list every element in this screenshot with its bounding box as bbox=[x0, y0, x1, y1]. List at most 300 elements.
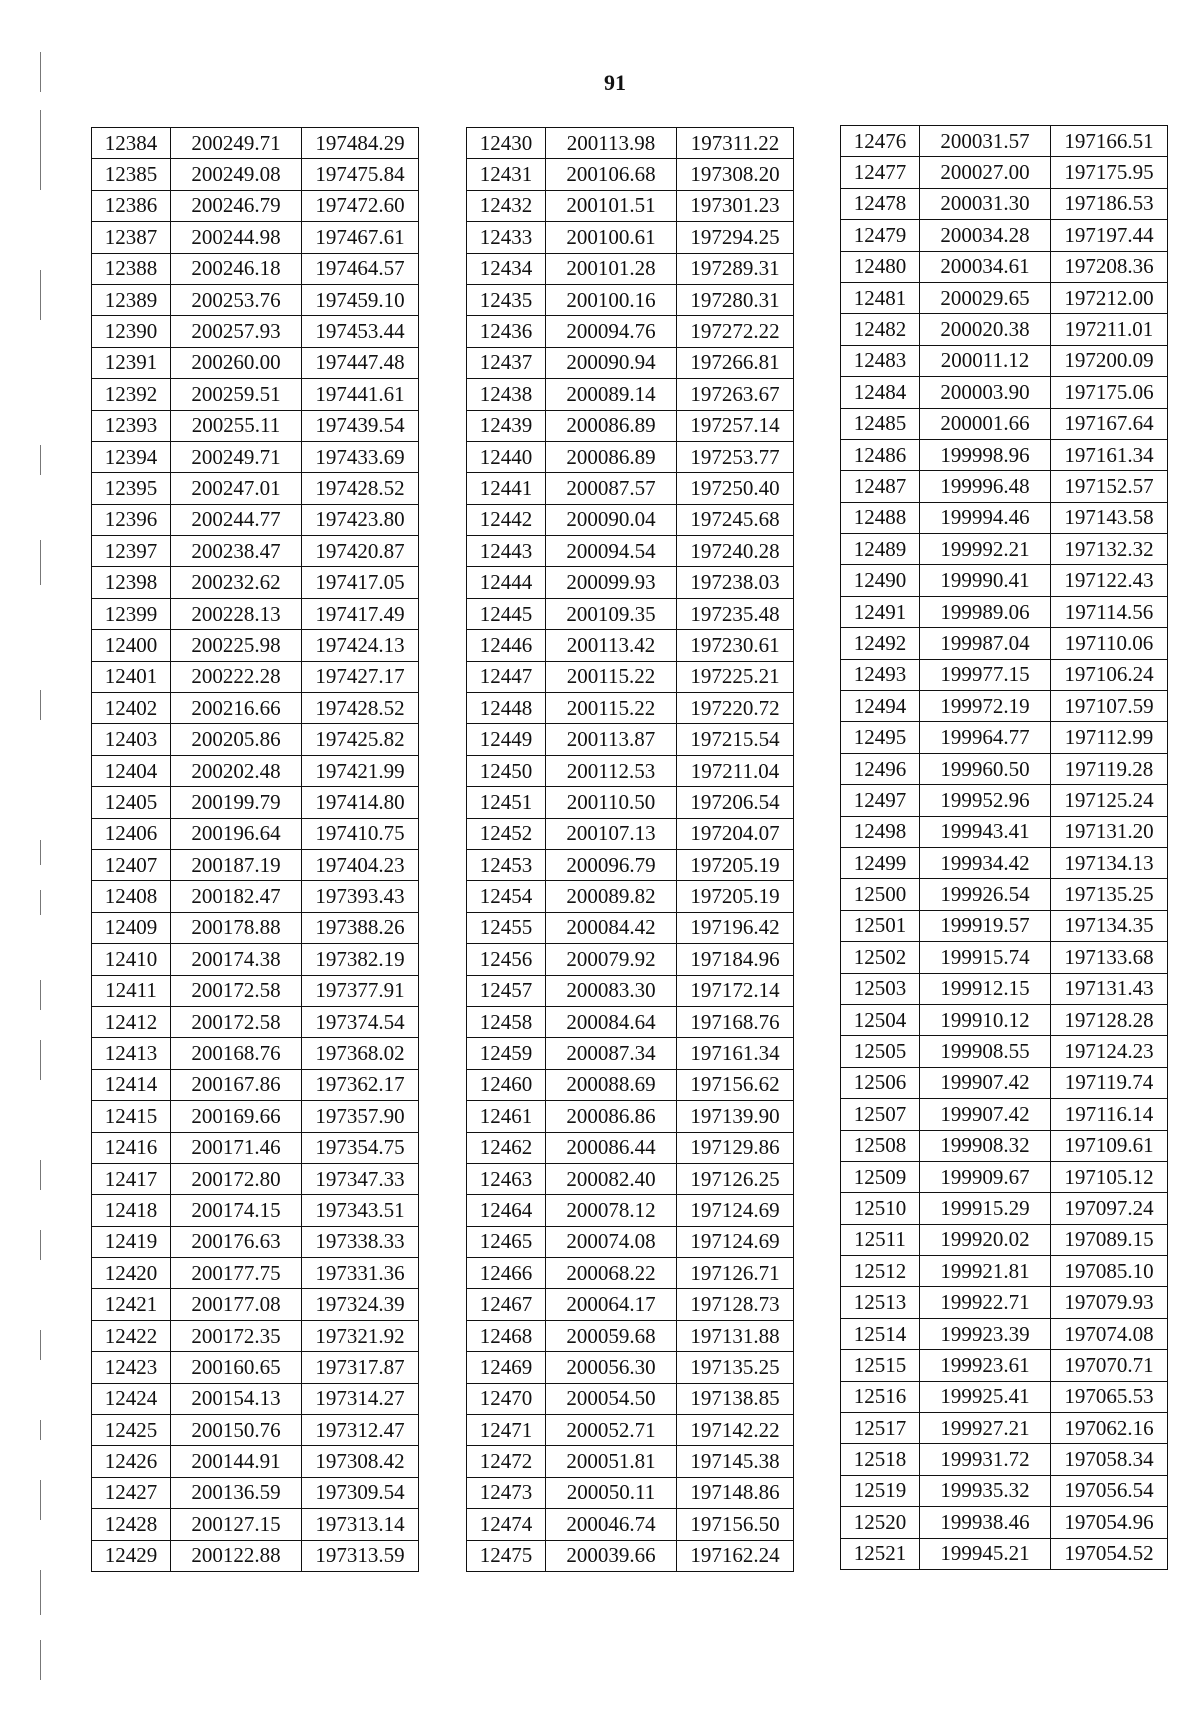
y-coordinate-cell: 197421.99 bbox=[302, 755, 419, 786]
x-coordinate-cell: 200059.68 bbox=[546, 1320, 677, 1351]
point-id-cell: 12457 bbox=[467, 975, 546, 1006]
point-id-cell: 12412 bbox=[92, 1006, 171, 1037]
table-row bbox=[841, 251, 1168, 282]
x-coordinate-cell: 200001.66 bbox=[920, 408, 1051, 439]
y-coordinate-cell: 197238.03 bbox=[677, 567, 794, 598]
x-coordinate-cell: 200122.88 bbox=[171, 1540, 302, 1571]
point-id-cell: 12410 bbox=[92, 944, 171, 975]
point-id-cell: 12409 bbox=[92, 912, 171, 943]
x-coordinate-cell: 200160.65 bbox=[171, 1352, 302, 1383]
table-row bbox=[467, 1258, 794, 1289]
point-id-cell: 12459 bbox=[467, 1038, 546, 1069]
x-coordinate-cell: 200246.79 bbox=[171, 190, 302, 221]
point-id-cell: 12453 bbox=[467, 849, 546, 880]
point-id-cell: 12413 bbox=[92, 1038, 171, 1069]
y-coordinate-cell: 197257.14 bbox=[677, 410, 794, 441]
x-coordinate-cell: 199987.04 bbox=[920, 628, 1051, 659]
x-coordinate-cell: 199990.41 bbox=[920, 565, 1051, 596]
x-coordinate-cell: 199945.21 bbox=[920, 1538, 1051, 1569]
table-row bbox=[467, 912, 794, 943]
y-coordinate-cell: 197058.34 bbox=[1051, 1444, 1168, 1475]
point-id-cell: 12433 bbox=[467, 222, 546, 253]
point-id-cell: 12470 bbox=[467, 1383, 546, 1414]
x-coordinate-cell: 200199.79 bbox=[171, 787, 302, 818]
x-coordinate-cell: 200094.54 bbox=[546, 536, 677, 567]
table-row bbox=[92, 1509, 419, 1540]
x-coordinate-cell: 200039.66 bbox=[546, 1540, 677, 1571]
table-row bbox=[841, 408, 1168, 439]
x-coordinate-cell: 200089.82 bbox=[546, 881, 677, 912]
table-row bbox=[841, 345, 1168, 376]
y-coordinate-cell: 197309.54 bbox=[302, 1477, 419, 1508]
x-coordinate-cell: 200174.15 bbox=[171, 1195, 302, 1226]
y-coordinate-cell: 197161.34 bbox=[1051, 439, 1168, 470]
x-coordinate-cell: 200082.40 bbox=[546, 1163, 677, 1194]
table-row bbox=[92, 1132, 419, 1163]
point-id-cell: 12439 bbox=[467, 410, 546, 441]
point-id-cell: 12491 bbox=[841, 596, 920, 627]
y-coordinate-cell: 197126.71 bbox=[677, 1258, 794, 1289]
table-row bbox=[841, 785, 1168, 816]
table-row bbox=[467, 473, 794, 504]
table-row bbox=[841, 1004, 1168, 1035]
x-coordinate-cell: 200176.63 bbox=[171, 1226, 302, 1257]
point-id-cell: 12476 bbox=[841, 126, 920, 157]
table-row bbox=[841, 1287, 1168, 1318]
table-row bbox=[467, 787, 794, 818]
table-row bbox=[92, 284, 419, 315]
y-coordinate-cell: 197132.32 bbox=[1051, 534, 1168, 565]
x-coordinate-cell: 199908.32 bbox=[920, 1130, 1051, 1161]
x-coordinate-cell: 199926.54 bbox=[920, 879, 1051, 910]
x-coordinate-cell: 200150.76 bbox=[171, 1415, 302, 1446]
x-coordinate-cell: 199923.39 bbox=[920, 1318, 1051, 1349]
point-id-cell: 12467 bbox=[467, 1289, 546, 1320]
x-coordinate-cell: 200260.00 bbox=[171, 347, 302, 378]
table-row bbox=[92, 724, 419, 755]
point-id-cell: 12465 bbox=[467, 1226, 546, 1257]
point-id-cell: 12430 bbox=[467, 128, 546, 159]
x-coordinate-cell: 199935.32 bbox=[920, 1475, 1051, 1506]
x-coordinate-cell: 200174.38 bbox=[171, 944, 302, 975]
table-row bbox=[841, 879, 1168, 910]
table-row bbox=[92, 504, 419, 535]
point-id-cell: 12510 bbox=[841, 1193, 920, 1224]
y-coordinate-cell: 197459.10 bbox=[302, 284, 419, 315]
table-row bbox=[92, 441, 419, 472]
point-id-cell: 12428 bbox=[92, 1509, 171, 1540]
y-coordinate-cell: 197124.69 bbox=[677, 1195, 794, 1226]
point-id-cell: 12458 bbox=[467, 1006, 546, 1037]
y-coordinate-cell: 197420.87 bbox=[302, 536, 419, 567]
point-id-cell: 12406 bbox=[92, 818, 171, 849]
point-id-cell: 12450 bbox=[467, 755, 546, 786]
x-coordinate-cell: 200238.47 bbox=[171, 536, 302, 567]
table-row bbox=[92, 347, 419, 378]
table-row bbox=[92, 1101, 419, 1132]
point-id-cell: 12514 bbox=[841, 1318, 920, 1349]
y-coordinate-cell: 197357.90 bbox=[302, 1101, 419, 1132]
table-row bbox=[467, 1289, 794, 1320]
point-id-cell: 12443 bbox=[467, 536, 546, 567]
x-coordinate-cell: 199998.96 bbox=[920, 439, 1051, 470]
table-row bbox=[467, 1226, 794, 1257]
x-coordinate-cell: 200107.13 bbox=[546, 818, 677, 849]
point-id-cell: 12499 bbox=[841, 847, 920, 878]
table-row bbox=[92, 661, 419, 692]
y-coordinate-cell: 197441.61 bbox=[302, 379, 419, 410]
x-coordinate-cell: 200027.00 bbox=[920, 157, 1051, 188]
table-row bbox=[467, 1101, 794, 1132]
table-row bbox=[841, 1067, 1168, 1098]
point-id-cell: 12490 bbox=[841, 565, 920, 596]
point-id-cell: 12408 bbox=[92, 881, 171, 912]
x-coordinate-cell: 200096.79 bbox=[546, 849, 677, 880]
x-coordinate-cell: 199912.15 bbox=[920, 973, 1051, 1004]
table-row bbox=[92, 379, 419, 410]
y-coordinate-cell: 197211.01 bbox=[1051, 314, 1168, 345]
point-id-cell: 12427 bbox=[92, 1477, 171, 1508]
table-row bbox=[92, 912, 419, 943]
table-row bbox=[467, 975, 794, 1006]
x-coordinate-cell: 199922.71 bbox=[920, 1287, 1051, 1318]
y-coordinate-cell: 197128.73 bbox=[677, 1289, 794, 1320]
x-coordinate-cell: 200074.08 bbox=[546, 1226, 677, 1257]
table-row bbox=[467, 1415, 794, 1446]
x-coordinate-cell: 199960.50 bbox=[920, 753, 1051, 784]
y-coordinate-cell: 197204.07 bbox=[677, 818, 794, 849]
x-coordinate-cell: 200094.76 bbox=[546, 316, 677, 347]
x-coordinate-cell: 200113.87 bbox=[546, 724, 677, 755]
point-id-cell: 12489 bbox=[841, 534, 920, 565]
point-id-cell: 12390 bbox=[92, 316, 171, 347]
point-id-cell: 12479 bbox=[841, 220, 920, 251]
y-coordinate-cell: 197388.26 bbox=[302, 912, 419, 943]
y-coordinate-cell: 197197.44 bbox=[1051, 220, 1168, 251]
table-row bbox=[92, 1415, 419, 1446]
y-coordinate-cell: 197124.69 bbox=[677, 1226, 794, 1257]
table-row bbox=[841, 1381, 1168, 1412]
y-coordinate-cell: 197131.88 bbox=[677, 1320, 794, 1351]
table-row bbox=[841, 596, 1168, 627]
coordinates-table-3 bbox=[840, 125, 1168, 1570]
point-id-cell: 12403 bbox=[92, 724, 171, 755]
point-id-cell: 12505 bbox=[841, 1036, 920, 1067]
table-row bbox=[92, 1163, 419, 1194]
y-coordinate-cell: 197212.00 bbox=[1051, 282, 1168, 313]
table-row bbox=[92, 598, 419, 629]
table-row bbox=[467, 1477, 794, 1508]
point-id-cell: 12404 bbox=[92, 755, 171, 786]
x-coordinate-cell: 200249.08 bbox=[171, 159, 302, 190]
y-coordinate-cell: 197230.61 bbox=[677, 630, 794, 661]
x-coordinate-cell: 199908.55 bbox=[920, 1036, 1051, 1067]
point-id-cell: 12391 bbox=[92, 347, 171, 378]
point-id-cell: 12452 bbox=[467, 818, 546, 849]
table-row bbox=[92, 1320, 419, 1351]
table-row bbox=[841, 565, 1168, 596]
table-row bbox=[92, 1352, 419, 1383]
point-id-cell: 12504 bbox=[841, 1004, 920, 1035]
x-coordinate-cell: 200090.94 bbox=[546, 347, 677, 378]
x-coordinate-cell: 200249.71 bbox=[171, 441, 302, 472]
point-id-cell: 12442 bbox=[467, 504, 546, 535]
point-id-cell: 12495 bbox=[841, 722, 920, 753]
point-id-cell: 12394 bbox=[92, 441, 171, 472]
y-coordinate-cell: 197074.08 bbox=[1051, 1318, 1168, 1349]
y-coordinate-cell: 197065.53 bbox=[1051, 1381, 1168, 1412]
point-id-cell: 12416 bbox=[92, 1132, 171, 1163]
table-row bbox=[841, 753, 1168, 784]
y-coordinate-cell: 197263.67 bbox=[677, 379, 794, 410]
table-row bbox=[841, 847, 1168, 878]
table-row bbox=[467, 316, 794, 347]
x-coordinate-cell: 199910.12 bbox=[920, 1004, 1051, 1035]
y-coordinate-cell: 197393.43 bbox=[302, 881, 419, 912]
point-id-cell: 12485 bbox=[841, 408, 920, 439]
x-coordinate-cell: 200115.22 bbox=[546, 661, 677, 692]
table-row bbox=[92, 630, 419, 661]
y-coordinate-cell: 197475.84 bbox=[302, 159, 419, 190]
table-row bbox=[841, 1413, 1168, 1444]
y-coordinate-cell: 197414.80 bbox=[302, 787, 419, 818]
y-coordinate-cell: 197313.59 bbox=[302, 1540, 419, 1571]
x-coordinate-cell: 200228.13 bbox=[171, 598, 302, 629]
point-id-cell: 12513 bbox=[841, 1287, 920, 1318]
y-coordinate-cell: 197253.77 bbox=[677, 441, 794, 472]
table-row bbox=[467, 724, 794, 755]
x-coordinate-cell: 200172.35 bbox=[171, 1320, 302, 1351]
point-id-cell: 12425 bbox=[92, 1415, 171, 1446]
point-id-cell: 12411 bbox=[92, 975, 171, 1006]
x-coordinate-cell: 200244.77 bbox=[171, 504, 302, 535]
x-coordinate-cell: 200167.86 bbox=[171, 1069, 302, 1100]
point-id-cell: 12414 bbox=[92, 1069, 171, 1100]
y-coordinate-cell: 197125.24 bbox=[1051, 785, 1168, 816]
x-coordinate-cell: 200031.57 bbox=[920, 126, 1051, 157]
table-row bbox=[467, 693, 794, 724]
point-id-cell: 12512 bbox=[841, 1256, 920, 1287]
x-coordinate-cell: 200115.22 bbox=[546, 693, 677, 724]
table-row bbox=[92, 567, 419, 598]
point-id-cell: 12421 bbox=[92, 1289, 171, 1320]
table-row bbox=[467, 1038, 794, 1069]
point-id-cell: 12417 bbox=[92, 1163, 171, 1194]
point-id-cell: 12415 bbox=[92, 1101, 171, 1132]
x-coordinate-cell: 200051.81 bbox=[546, 1446, 677, 1477]
point-id-cell: 12445 bbox=[467, 598, 546, 629]
x-coordinate-cell: 200259.51 bbox=[171, 379, 302, 410]
point-id-cell: 12501 bbox=[841, 910, 920, 941]
table-row bbox=[467, 1383, 794, 1414]
x-coordinate-cell: 200172.58 bbox=[171, 975, 302, 1006]
point-id-cell: 12455 bbox=[467, 912, 546, 943]
point-id-cell: 12477 bbox=[841, 157, 920, 188]
x-coordinate-cell: 200034.61 bbox=[920, 251, 1051, 282]
x-coordinate-cell: 200127.15 bbox=[171, 1509, 302, 1540]
x-coordinate-cell: 200068.22 bbox=[546, 1258, 677, 1289]
x-coordinate-cell: 200136.59 bbox=[171, 1477, 302, 1508]
y-coordinate-cell: 197427.17 bbox=[302, 661, 419, 692]
y-coordinate-cell: 197186.53 bbox=[1051, 188, 1168, 219]
point-id-cell: 12478 bbox=[841, 188, 920, 219]
y-coordinate-cell: 197152.57 bbox=[1051, 471, 1168, 502]
x-coordinate-cell: 200109.35 bbox=[546, 598, 677, 629]
point-id-cell: 12405 bbox=[92, 787, 171, 818]
point-id-cell: 12397 bbox=[92, 536, 171, 567]
table-row bbox=[467, 1509, 794, 1540]
x-coordinate-cell: 200029.65 bbox=[920, 282, 1051, 313]
table-row bbox=[841, 1256, 1168, 1287]
x-coordinate-cell: 200232.62 bbox=[171, 567, 302, 598]
table-row bbox=[841, 942, 1168, 973]
x-coordinate-cell: 200202.48 bbox=[171, 755, 302, 786]
table-row bbox=[841, 1161, 1168, 1192]
y-coordinate-cell: 197424.13 bbox=[302, 630, 419, 661]
page-number: 91 bbox=[604, 70, 626, 95]
x-coordinate-cell: 199927.21 bbox=[920, 1413, 1051, 1444]
table-row bbox=[467, 567, 794, 598]
table-row bbox=[467, 1163, 794, 1194]
point-id-cell: 12519 bbox=[841, 1475, 920, 1506]
y-coordinate-cell: 197112.99 bbox=[1051, 722, 1168, 753]
y-coordinate-cell: 197054.96 bbox=[1051, 1507, 1168, 1538]
y-coordinate-cell: 197439.54 bbox=[302, 410, 419, 441]
point-id-cell: 12468 bbox=[467, 1320, 546, 1351]
x-coordinate-cell: 200089.14 bbox=[546, 379, 677, 410]
table-row bbox=[92, 1006, 419, 1037]
x-coordinate-cell: 200084.42 bbox=[546, 912, 677, 943]
table-row bbox=[467, 441, 794, 472]
y-coordinate-cell: 197129.86 bbox=[677, 1132, 794, 1163]
x-coordinate-cell: 200222.28 bbox=[171, 661, 302, 692]
point-id-cell: 12434 bbox=[467, 253, 546, 284]
x-coordinate-cell: 199923.61 bbox=[920, 1350, 1051, 1381]
table-row bbox=[92, 1038, 419, 1069]
y-coordinate-cell: 197175.95 bbox=[1051, 157, 1168, 188]
table-row bbox=[841, 314, 1168, 345]
point-id-cell: 12396 bbox=[92, 504, 171, 535]
point-id-cell: 12486 bbox=[841, 439, 920, 470]
y-coordinate-cell: 197314.27 bbox=[302, 1383, 419, 1414]
table-row bbox=[92, 159, 419, 190]
table-row bbox=[841, 1475, 1168, 1506]
point-id-cell: 12493 bbox=[841, 659, 920, 690]
point-id-cell: 12469 bbox=[467, 1352, 546, 1383]
point-id-cell: 12422 bbox=[92, 1320, 171, 1351]
table-row bbox=[841, 220, 1168, 251]
y-coordinate-cell: 197054.52 bbox=[1051, 1538, 1168, 1569]
table-row bbox=[467, 944, 794, 975]
point-id-cell: 12503 bbox=[841, 973, 920, 1004]
y-coordinate-cell: 197377.91 bbox=[302, 975, 419, 1006]
y-coordinate-cell: 197175.06 bbox=[1051, 377, 1168, 408]
table-row bbox=[841, 973, 1168, 1004]
y-coordinate-cell: 197417.49 bbox=[302, 598, 419, 629]
point-id-cell: 12436 bbox=[467, 316, 546, 347]
x-coordinate-cell: 200100.61 bbox=[546, 222, 677, 253]
x-coordinate-cell: 200079.92 bbox=[546, 944, 677, 975]
y-coordinate-cell: 197161.34 bbox=[677, 1038, 794, 1069]
x-coordinate-cell: 199996.48 bbox=[920, 471, 1051, 502]
table-row bbox=[92, 693, 419, 724]
y-coordinate-cell: 197156.50 bbox=[677, 1509, 794, 1540]
point-id-cell: 12480 bbox=[841, 251, 920, 282]
y-coordinate-cell: 197143.58 bbox=[1051, 502, 1168, 533]
x-coordinate-cell: 200247.01 bbox=[171, 473, 302, 504]
x-coordinate-cell: 200216.66 bbox=[171, 693, 302, 724]
point-id-cell: 12492 bbox=[841, 628, 920, 659]
x-coordinate-cell: 200177.75 bbox=[171, 1258, 302, 1289]
table-row bbox=[841, 1444, 1168, 1475]
table-row bbox=[841, 1099, 1168, 1130]
y-coordinate-cell: 197410.75 bbox=[302, 818, 419, 849]
table-row bbox=[467, 253, 794, 284]
table-row bbox=[467, 347, 794, 378]
x-coordinate-cell: 199992.21 bbox=[920, 534, 1051, 565]
y-coordinate-cell: 197208.36 bbox=[1051, 251, 1168, 282]
point-id-cell: 12451 bbox=[467, 787, 546, 818]
point-id-cell: 12400 bbox=[92, 630, 171, 661]
table-row bbox=[467, 1006, 794, 1037]
point-id-cell: 12432 bbox=[467, 190, 546, 221]
point-id-cell: 12446 bbox=[467, 630, 546, 661]
x-coordinate-cell: 200177.08 bbox=[171, 1289, 302, 1320]
y-coordinate-cell: 197423.80 bbox=[302, 504, 419, 535]
y-coordinate-cell: 197139.90 bbox=[677, 1101, 794, 1132]
y-coordinate-cell: 197184.96 bbox=[677, 944, 794, 975]
point-id-cell: 12483 bbox=[841, 345, 920, 376]
table-row bbox=[92, 818, 419, 849]
x-coordinate-cell: 200171.46 bbox=[171, 1132, 302, 1163]
y-coordinate-cell: 197206.54 bbox=[677, 787, 794, 818]
x-coordinate-cell: 200172.80 bbox=[171, 1163, 302, 1194]
table-row bbox=[841, 1318, 1168, 1349]
table-row bbox=[92, 128, 419, 159]
y-coordinate-cell: 197131.43 bbox=[1051, 973, 1168, 1004]
x-coordinate-cell: 199907.42 bbox=[920, 1099, 1051, 1130]
x-coordinate-cell: 199915.74 bbox=[920, 942, 1051, 973]
point-id-cell: 12424 bbox=[92, 1383, 171, 1414]
point-id-cell: 12472 bbox=[467, 1446, 546, 1477]
table-row bbox=[92, 787, 419, 818]
point-id-cell: 12395 bbox=[92, 473, 171, 504]
y-coordinate-cell: 197107.59 bbox=[1051, 691, 1168, 722]
y-coordinate-cell: 197205.19 bbox=[677, 881, 794, 912]
table-row bbox=[841, 1036, 1168, 1067]
coordinates-table-2 bbox=[466, 127, 794, 1572]
y-coordinate-cell: 197116.14 bbox=[1051, 1099, 1168, 1130]
point-id-cell: 12482 bbox=[841, 314, 920, 345]
margin-scan-marks bbox=[40, 40, 42, 1680]
y-coordinate-cell: 197362.17 bbox=[302, 1069, 419, 1100]
point-id-cell: 12494 bbox=[841, 691, 920, 722]
y-coordinate-cell: 197172.14 bbox=[677, 975, 794, 1006]
table-row bbox=[467, 222, 794, 253]
table-row bbox=[467, 128, 794, 159]
x-coordinate-cell: 200099.93 bbox=[546, 567, 677, 598]
x-coordinate-cell: 200196.64 bbox=[171, 818, 302, 849]
x-coordinate-cell: 200169.66 bbox=[171, 1101, 302, 1132]
x-coordinate-cell: 200087.57 bbox=[546, 473, 677, 504]
y-coordinate-cell: 197131.20 bbox=[1051, 816, 1168, 847]
x-coordinate-cell: 199964.77 bbox=[920, 722, 1051, 753]
x-coordinate-cell: 200003.90 bbox=[920, 377, 1051, 408]
point-id-cell: 12392 bbox=[92, 379, 171, 410]
point-id-cell: 12464 bbox=[467, 1195, 546, 1226]
table-row bbox=[92, 536, 419, 567]
x-coordinate-cell: 200182.47 bbox=[171, 881, 302, 912]
